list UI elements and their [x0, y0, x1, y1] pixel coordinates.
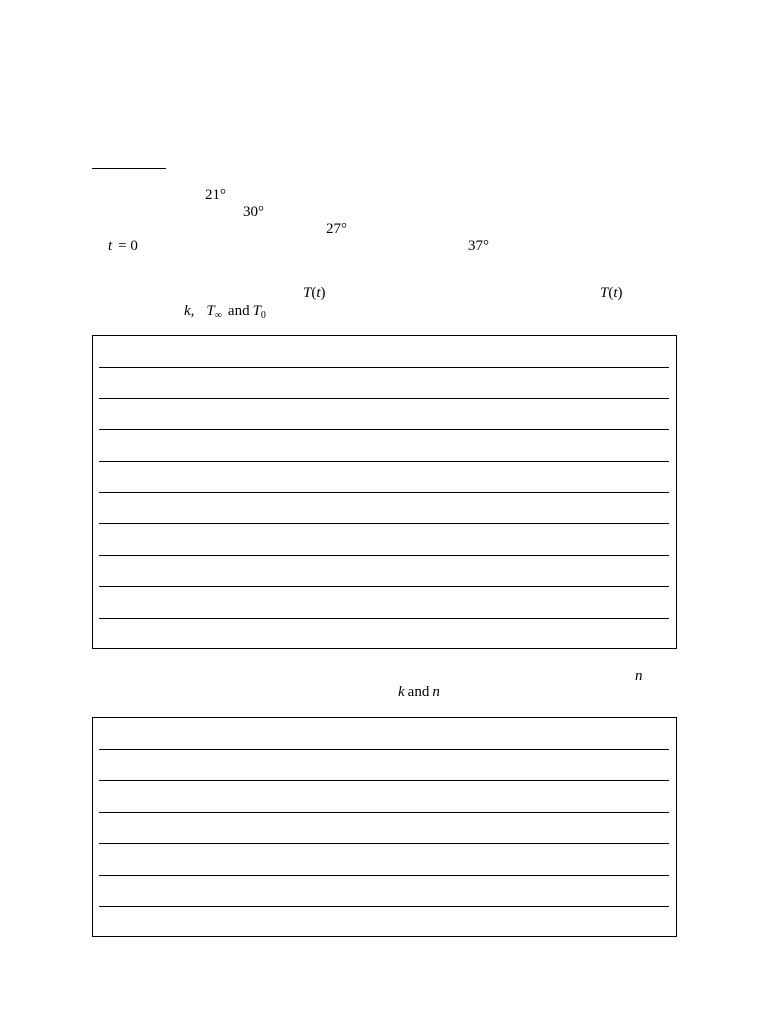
- answer-line: [99, 523, 669, 524]
- parameters-expression: [398, 684, 440, 700]
- temperature-function-expression: [600, 285, 623, 301]
- separator: ,: [190, 303, 195, 319]
- conjunction: and: [227, 303, 250, 319]
- temperature-value: 30°: [243, 204, 264, 220]
- zero-subscript: 0: [260, 310, 266, 321]
- function-name: T: [303, 285, 312, 301]
- left-paren: (: [311, 285, 317, 301]
- answer-line: [99, 906, 669, 907]
- answer-line: [99, 875, 669, 876]
- infinity-subscript: ∞: [214, 310, 222, 321]
- right-paren: ): [617, 285, 623, 301]
- ambient-temperature-symbol: T: [206, 303, 215, 319]
- answer-line: [99, 812, 669, 813]
- function-argument: t: [316, 285, 321, 301]
- heading-underline: [92, 168, 166, 169]
- answer-box: [92, 717, 677, 937]
- exponent-variable-n: n: [635, 668, 643, 684]
- answer-line: [99, 843, 669, 844]
- answer-line: [99, 367, 669, 368]
- time-equals-zero: = 0: [118, 238, 138, 254]
- answer-line: [99, 555, 669, 556]
- temperature-function-expression: [303, 285, 326, 301]
- right-paren: ): [320, 285, 326, 301]
- exponent-variable-n: n: [432, 684, 440, 700]
- conjunction: and: [407, 684, 430, 700]
- left-paren: (: [608, 285, 614, 301]
- temperature-value: 37°: [468, 238, 489, 254]
- answer-line: [99, 398, 669, 399]
- constant-k: k: [398, 684, 405, 700]
- initial-temperature-symbol: T: [252, 303, 261, 319]
- answer-line: [99, 461, 669, 462]
- parameters-expression: [184, 303, 266, 321]
- function-name: T: [600, 285, 609, 301]
- answer-line: [99, 780, 669, 781]
- function-argument: t: [613, 285, 618, 301]
- answer-line: [99, 429, 669, 430]
- answer-line: [99, 492, 669, 493]
- answer-box: [92, 335, 677, 649]
- answer-line: [99, 618, 669, 619]
- answer-line: [99, 749, 669, 750]
- time-zero-expression: [108, 238, 138, 254]
- temperature-value: 21°: [205, 187, 226, 203]
- constant-k: k: [184, 303, 191, 319]
- temperature-value: 27°: [326, 221, 347, 237]
- time-variable: t: [108, 238, 113, 254]
- answer-line: [99, 586, 669, 587]
